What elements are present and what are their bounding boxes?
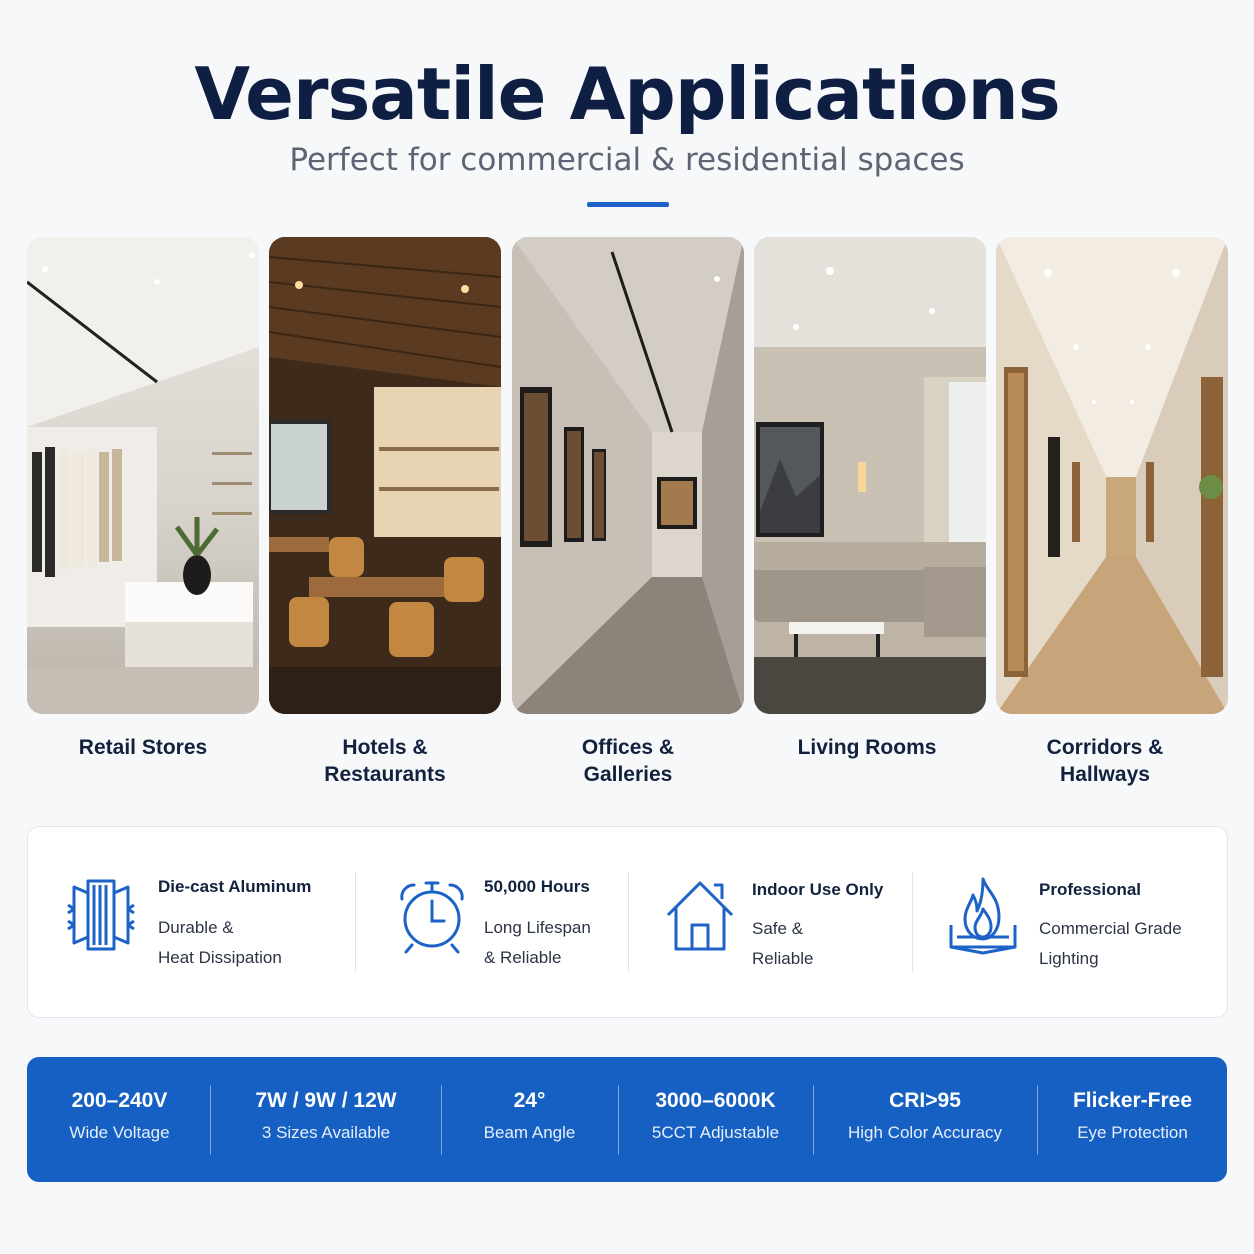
spec-value: 200–240V [71, 1089, 168, 1112]
spec-label: Beam Angle [483, 1123, 576, 1142]
spec-value: Flicker-Free [1072, 1089, 1193, 1112]
feature-desc-line1: Safe & [752, 919, 804, 938]
caption-line: Hotels & [342, 736, 428, 759]
feature-professional [913, 827, 1227, 1017]
feature-title: Die-cast Aluminum [158, 877, 312, 896]
feature-desc-line2: Lighting [1039, 949, 1099, 968]
alarm-clock-icon [396, 875, 468, 955]
spec-label: 3 Sizes Available [261, 1123, 391, 1142]
aluminum-heatsink-icon [66, 875, 138, 955]
page-subtitle: Perfect for commercial & residential spaces [289, 142, 965, 178]
retail-store-photo [27, 237, 259, 714]
spec-value: CRI>95 [889, 1089, 961, 1112]
office-gallery-photo [512, 237, 744, 714]
flame-icon [947, 875, 1019, 955]
spec-label: High Color Accuracy [847, 1123, 1002, 1142]
page-title: Versatile Applications [194, 52, 1060, 136]
spec-flicker-free [1038, 1057, 1227, 1182]
caption-line: Galleries [583, 763, 673, 786]
spec-cri [814, 1057, 1036, 1182]
application-caption-living [751, 734, 983, 761]
caption-line: Retail Stores [78, 736, 208, 759]
accent-divider [587, 202, 669, 207]
spec-voltage [27, 1057, 212, 1182]
spec-wattage [212, 1057, 440, 1182]
spec-value: 24° [513, 1089, 546, 1112]
application-caption-retail [27, 734, 259, 761]
spec-label: Wide Voltage [69, 1123, 170, 1142]
spec-value: 7W / 9W / 12W [255, 1089, 397, 1112]
corridor-hallway-photo [996, 237, 1228, 714]
house-icon [664, 875, 736, 955]
caption-line: Living Rooms [797, 736, 937, 759]
spec-cct [619, 1057, 812, 1182]
feature-desc-line1: Long Lifespan [484, 918, 591, 937]
feature-title: Professional [1039, 880, 1142, 899]
feature-desc-line2: Reliable [752, 949, 814, 968]
application-caption-offices [512, 734, 744, 788]
application-caption-corridors [989, 734, 1221, 788]
feature-desc-line1: Commercial Grade [1039, 919, 1182, 938]
spec-label: Eye Protection [1077, 1123, 1188, 1142]
feature-desc-line2: Heat Dissipation [158, 948, 282, 967]
spec-label: 5CCT Adjustable [651, 1123, 780, 1142]
feature-divider [355, 872, 356, 972]
caption-line: Restaurants [324, 763, 446, 786]
specs-bar [27, 1057, 1227, 1182]
caption-line: Offices & [581, 736, 675, 759]
features-panel [27, 826, 1228, 1018]
spec-divider [210, 1085, 211, 1155]
spec-value: 3000–6000K [655, 1089, 776, 1112]
feature-title: Indoor Use Only [752, 880, 884, 899]
hotel-restaurant-photo [269, 237, 501, 714]
application-caption-hotels [269, 734, 501, 788]
feature-lifespan [358, 827, 628, 1017]
feature-indoor [628, 827, 913, 1017]
feature-die-cast [28, 827, 358, 1017]
spec-beam-angle [442, 1057, 617, 1182]
living-room-photo [754, 237, 986, 714]
feature-desc-line2: & Reliable [484, 948, 562, 967]
caption-line: Hallways [1060, 763, 1150, 786]
feature-title: 50,000 Hours [484, 877, 590, 896]
caption-line: Corridors & [1046, 736, 1164, 759]
feature-desc-line1: Durable & [158, 918, 234, 937]
application-photos [27, 237, 1228, 714]
